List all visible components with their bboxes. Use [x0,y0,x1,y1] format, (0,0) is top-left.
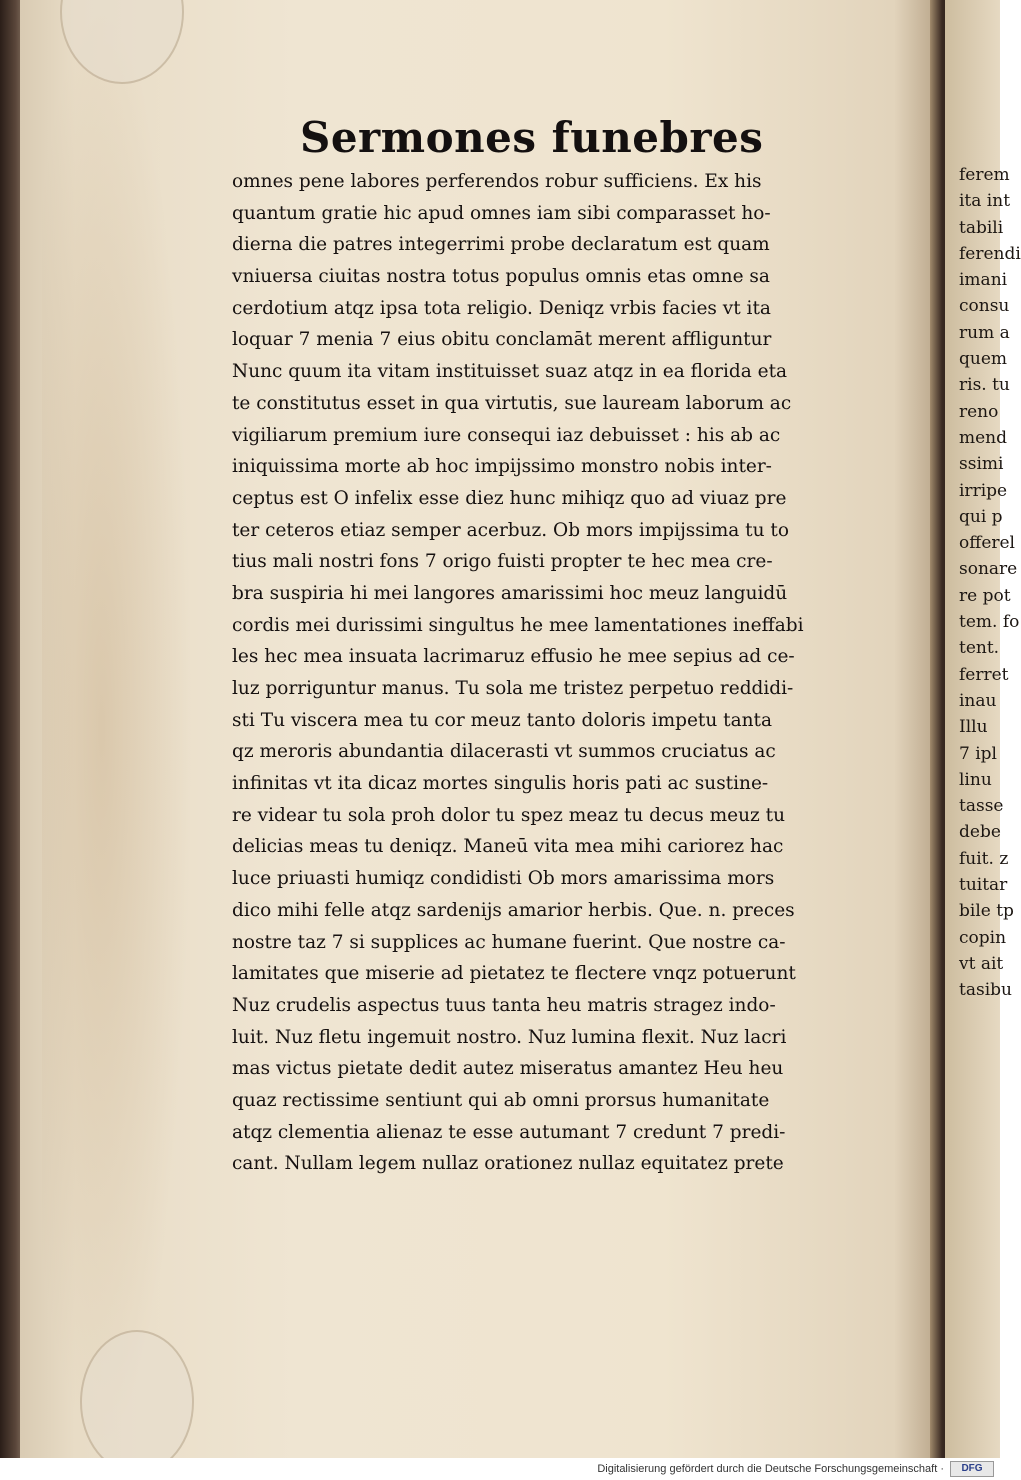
right-page-line: ferendi [959,243,1021,264]
body-text [232,166,922,1180]
right-page-line: 7 ipl [959,743,997,764]
text-line: tius mali nostri fons 7 origo fuisti propter te hec mea cre- [232,551,773,573]
right-page-line: linu [959,769,992,790]
right-page-line: irripe [959,480,1008,501]
right-page-line: ita int [959,191,1011,212]
right-page-line: qui p [959,506,1003,527]
text-line: lamitates que miserie ad pietatez te flectere vnqz potuerunt [232,963,796,985]
right-page-line: tuitar [959,875,1008,896]
right-page-line: vt ait [959,953,1004,974]
right-page-line: tasse [959,796,1004,817]
right-page-line: bile tp [959,901,1014,922]
right-page-line: copin [959,927,1007,948]
right-page-line: re pot [959,585,1011,606]
clasp-mark-bottom [80,1330,194,1474]
text-line: mas victus pietate dedit autez miseratus amantez Heu heu [232,1058,784,1080]
text-line: luit. Nuz fletu ingemuit nostro. Nuz lumina flexit. Nuz lacri [232,1026,787,1048]
right-page-line: Illu [959,717,988,738]
right-page-line: imani [959,270,1008,291]
text-line: cant. Nullam legem nullaz orationez nullaz equitatez prete [232,1153,784,1175]
text-line: Nuz crudelis aspectus tuus tanta heu matris stragez indo- [232,994,776,1016]
right-page-line: debe [959,822,1001,843]
text-line: te constitutus esset in qua virtutis, sue lauream laborum ac [232,392,792,414]
text-line: quaz rectissime sentiunt qui ab omni prorsus humanitate [232,1089,770,1111]
text-line: nostre taz 7 si supplices ac humane fuerint. Que nostre ca- [232,931,786,953]
right-page-text [959,162,1021,1004]
text-line: dierna die patres integerrimi probe declaratum est quam [232,234,770,256]
text-line: Nunc quum ita vitam instituisset suaz atqz in ea florida eta [232,361,788,383]
right-page-line: offerel [959,533,1015,554]
dfg-logo: DFG [950,1461,994,1477]
right-page-line: ssimi [959,454,1004,475]
footer-bar [0,1458,1000,1480]
text-line: ceptus est O infelix esse diez hunc mihiqz quo ad viuaz pre [232,487,787,509]
funding-credit: Digitalisierung gefördert durch die Deutsche Forschungsgemeinschaft · [597,1463,944,1475]
right-page-line: tent. [959,638,1000,659]
right-page-line: reno [959,401,999,422]
text-line: cerdotium atqz ipsa tota religio. Deniqz vrbis facies vt ita [232,297,771,319]
right-page-line: tem. fo [959,612,1020,633]
running-head: Sermones funebres [300,113,764,162]
right-page-line: tasibu [959,980,1012,1001]
text-line: re videar tu sola proh dolor tu spez meaz tu decus meuz tu [232,804,785,826]
right-page-line: ferem [959,165,1010,185]
text-line: les hec mea insuata lacrimaruz effusio he mee sepius ad ce- [232,646,795,668]
text-line: iniquissima morte ab hoc impijssimo monstro nobis inter- [232,456,772,478]
right-page-line: ferret [959,664,1009,685]
text-line: dico mihi felle atqz sardenijs amarior herbis. Que. n. preces [232,899,795,921]
text-line: luz porriguntur manus. Tu sola me tristez perpetuo reddidi- [232,678,794,699]
right-page-line: rum a [959,322,1010,343]
right-page-line: quem [959,349,1008,370]
text-line: sti Tu viscera mea tu cor meuz tanto doloris impetu tanta [232,709,772,731]
text-line: vigiliarum premium iure consequi iaz debuisset : his ab ac [232,424,781,446]
text-line: vniuersa ciuitas nostra totus populus omnis etas omne sa [232,266,770,288]
right-page [945,0,1021,1458]
text-line: infinitas vt ita dicaz mortes singulis horis pati ac sustine- [232,773,769,795]
text-line: loquar 7 menia 7 eius obitu conclamāt merent affliguntur [232,329,772,351]
right-page-line: sonare [959,559,1018,580]
text-line: qz meroris abundantia dilacerasti vt summos cruciatus ac [232,741,776,763]
text-line: bra suspiria hi mei langores amarissimi hoc meuz languidū [232,582,788,604]
right-page-line: consu [959,296,1010,317]
right-page-line: inau [959,690,997,711]
text-line: delicias meas tu deniqz. Maneū vita mea mihi cariorez hac [232,836,784,858]
text-line: cordis mei durissimi singultus he mee lamentationes ineffabi [232,614,804,636]
right-page-line: ris. tu [959,375,1010,396]
text-line: omnes pene labores perferendos robur sufficiens. Ex his [232,171,762,192]
page-stain [42,0,192,1458]
text-line: ter ceteros etiaz semper acerbuz. Ob mors impijssima tu to [232,519,789,541]
text-line: atqz clementia alienaz te esse autumant 7 credunt 7 predi- [232,1121,786,1143]
text-line: luce priuasti humiqz condidisti Ob mors amarissima mors [232,868,775,890]
right-page-line: fuit. z [959,848,1009,869]
right-page-line: mend [959,427,1008,448]
text-line: quantum gratie hic apud omnes iam sibi comparasset ho- [232,202,771,224]
right-page-line: tabili [959,217,1004,238]
